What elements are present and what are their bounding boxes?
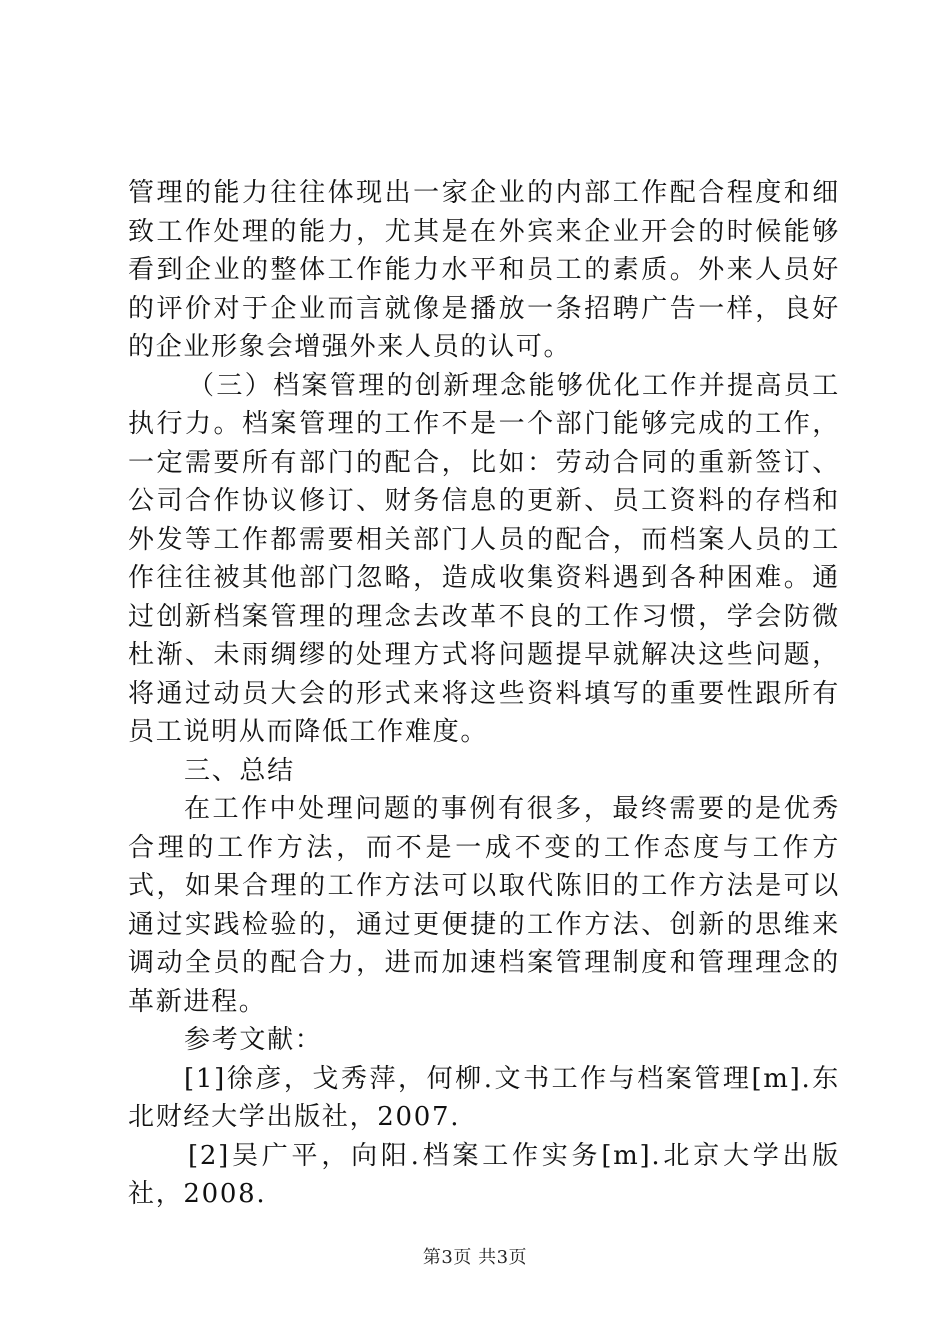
paragraph-continued: 管理的能力往往体现出一家企业的内部工作配合程度和细致工作处理的能力，尤其是在外宾来企业开会的时候能够看到企业的整体工作能力水平和员工的素质。外来人员好的评价对于企业而言就像是播放一条招聘广告一样，良好的企业形象会增强外来人员的认可。 [128, 178, 840, 362]
reference-item-1: [1]徐彦，戈秀萍，何柳.文书工作与档案管理[m].东北财经大学出版社，2007. [128, 1063, 840, 1132]
references-heading: 参考文献： [184, 1025, 323, 1055]
document-body [128, 174, 840, 1214]
section-heading-summary: 三、总结 [184, 755, 295, 786]
page-number-footer: 第3页 共3页 [422, 1247, 528, 1268]
paragraph-innovation: （三）档案管理的创新理念能够优化工作并提高员工执行力。档案管理的工作不是一个部门能够完成的工作，一定需要所有部门的配合，比如：劳动合同的重新签订、公司合作协议修订、财务信息的更新、员工资料的存档和外发等工作都需要相关部门人员的配合，而档案人员的工作往往被其他部门忽略，造成收集资料遇到各种困难。通过创新档案管理的理念去改革不良的工作习惯，学会防微杜渐、未雨绸缪的处理方式将问题提早就解决这些问题，将通过动员大会的形式来将这些资料填写的重要性跟所有员工说明从而降低工作难度。 [128, 370, 840, 747]
paragraph-summary: 在工作中处理问题的事例有很多，最终需要的是优秀合理的工作方法，而不是一成不变的工作态度与工作方式，如果合理的工作方法可以取代陈旧的工作方法是可以通过实践检验的，通过更便捷的工作方法、创新的思维来调动全员的配合力，进而加速档案管理制度和管理理念的革新进程。 [128, 794, 840, 1017]
reference-item-2: [2]吴广平，向阳.档案工作实务[m].北京大学出版社，2008. [128, 1140, 840, 1209]
